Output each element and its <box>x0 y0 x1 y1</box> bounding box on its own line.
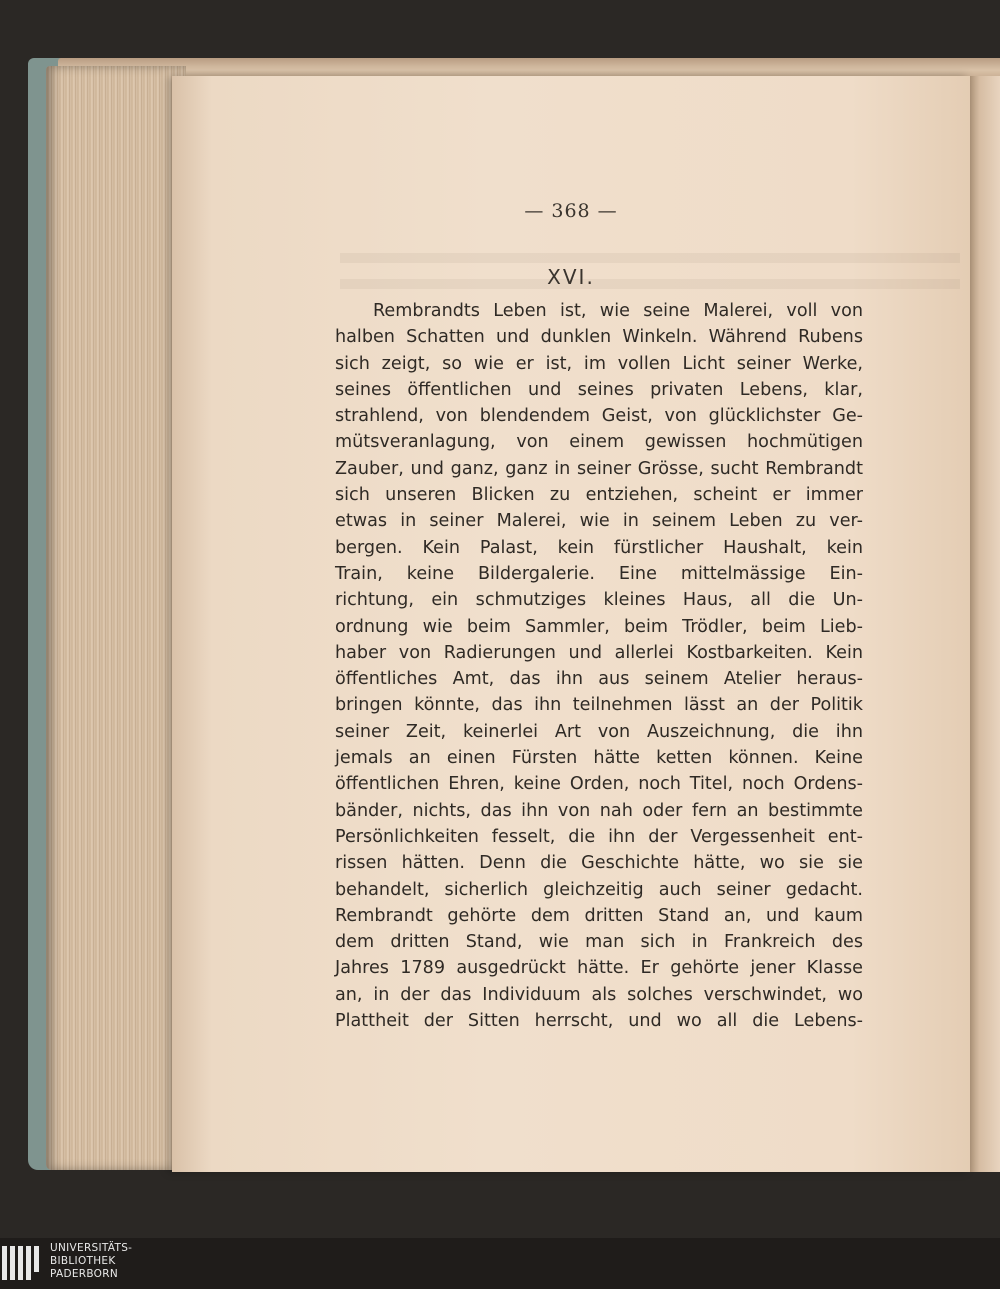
body-text <box>335 298 863 1034</box>
text-line: Zauber, und ganz, ganz in seiner Grösse, sucht Rembrandt <box>335 458 863 479</box>
text-line: Rembrandts Leben ist, wie seine Malerei, voll von <box>373 301 863 321</box>
page-block-edges <box>46 66 186 1170</box>
chapter-heading: XVI. <box>547 265 595 289</box>
logo-bar <box>2 1246 7 1280</box>
page-number: — 368 — <box>524 200 618 222</box>
text-line: bergen. Kein Palast, kein fürstlicher Haushalt, kein <box>335 537 863 558</box>
text-line: haber von Radierungen und allerlei Kostbarkeiten. Kein <box>335 642 863 663</box>
page-top-edge <box>58 58 1000 78</box>
text-line: sich unseren Blicken zu entziehen, scheint er immer <box>335 485 863 506</box>
text-line: Rembrandt gehörte dem dritten Stand an, und kaum <box>335 905 863 926</box>
text-line: strahlend, von blendendem Geist, von glücklichster Ge- <box>335 406 863 427</box>
logo-line: BIBLIOTHEK <box>50 1255 116 1267</box>
text-line: jemals an einen Fürsten hätte ketten können. Keine <box>335 748 863 769</box>
text-line: ordnung wie beim Sammler, beim Trödler, beim Lieb- <box>335 616 863 637</box>
show-through-line <box>340 253 960 263</box>
text-line: seines öffentlichen und seines privaten Lebens, klar, <box>335 379 863 400</box>
text-line: Persönlichkeiten fesselt, die ihn der Vergessenheit ent- <box>335 826 863 847</box>
text-line: öffentlichen Ehren, keine Orden, noch Titel, noch Ordens- <box>335 774 863 795</box>
logo-bar <box>34 1246 39 1272</box>
text-line: behandelt, sicherlich gleichzeitig auch seiner gedacht. <box>335 879 863 900</box>
text-line: mütsveranlagung, von einem gewissen hochmütigen <box>335 432 863 453</box>
text-line: bringen könnte, das ihn teilnehmen lässt an der Politik <box>335 695 863 716</box>
logo-bar <box>10 1246 15 1280</box>
logo-line: PADERBORN <box>50 1268 118 1280</box>
text-line: Plattheit der Sitten herrscht, und wo all die Lebens- <box>335 1011 863 1032</box>
library-logo-text <box>50 1242 132 1281</box>
facing-page-edge <box>966 76 1000 1172</box>
text-line: sich zeigt, so wie er ist, im vollen Licht seiner Werke, <box>335 353 863 374</box>
library-footer <box>0 1238 1000 1289</box>
logo-bar <box>26 1246 31 1280</box>
logo-line: UNIVERSITÄTS- <box>50 1242 133 1254</box>
book-page <box>172 76 970 1172</box>
text-line: seiner Zeit, keinerlei Art von Auszeichnung, die ihn <box>335 721 863 742</box>
text-line: bänder, nichts, das ihn von nah oder fern an bestimmte <box>335 800 863 821</box>
text-line: an, in der das Individuum als solches verschwindet, wo <box>335 984 863 1005</box>
library-logo-icon <box>2 1244 42 1282</box>
text-line: Train, keine Bildergalerie. Eine mittelmässige Ein- <box>335 563 863 584</box>
logo-bar <box>18 1246 23 1280</box>
text-line: rissen hätten. Denn die Geschichte hätte, wo sie sie <box>335 853 863 874</box>
text-line: Jahres 1789 ausgedrückt hätte. Er gehörte jener Klasse <box>335 958 863 979</box>
text-line: etwas in seiner Malerei, wie in seinem Leben zu ver- <box>335 511 863 532</box>
text-line: dem dritten Stand, wie man sich in Frankreich des <box>335 932 863 953</box>
text-line: öffentliches Amt, das ihn aus seinem Atelier heraus- <box>335 669 863 690</box>
text-line: richtung, ein schmutziges kleines Haus, all die Un- <box>335 590 863 611</box>
text-line: halben Schatten und dunklen Winkeln. Während Rubens <box>335 327 863 348</box>
